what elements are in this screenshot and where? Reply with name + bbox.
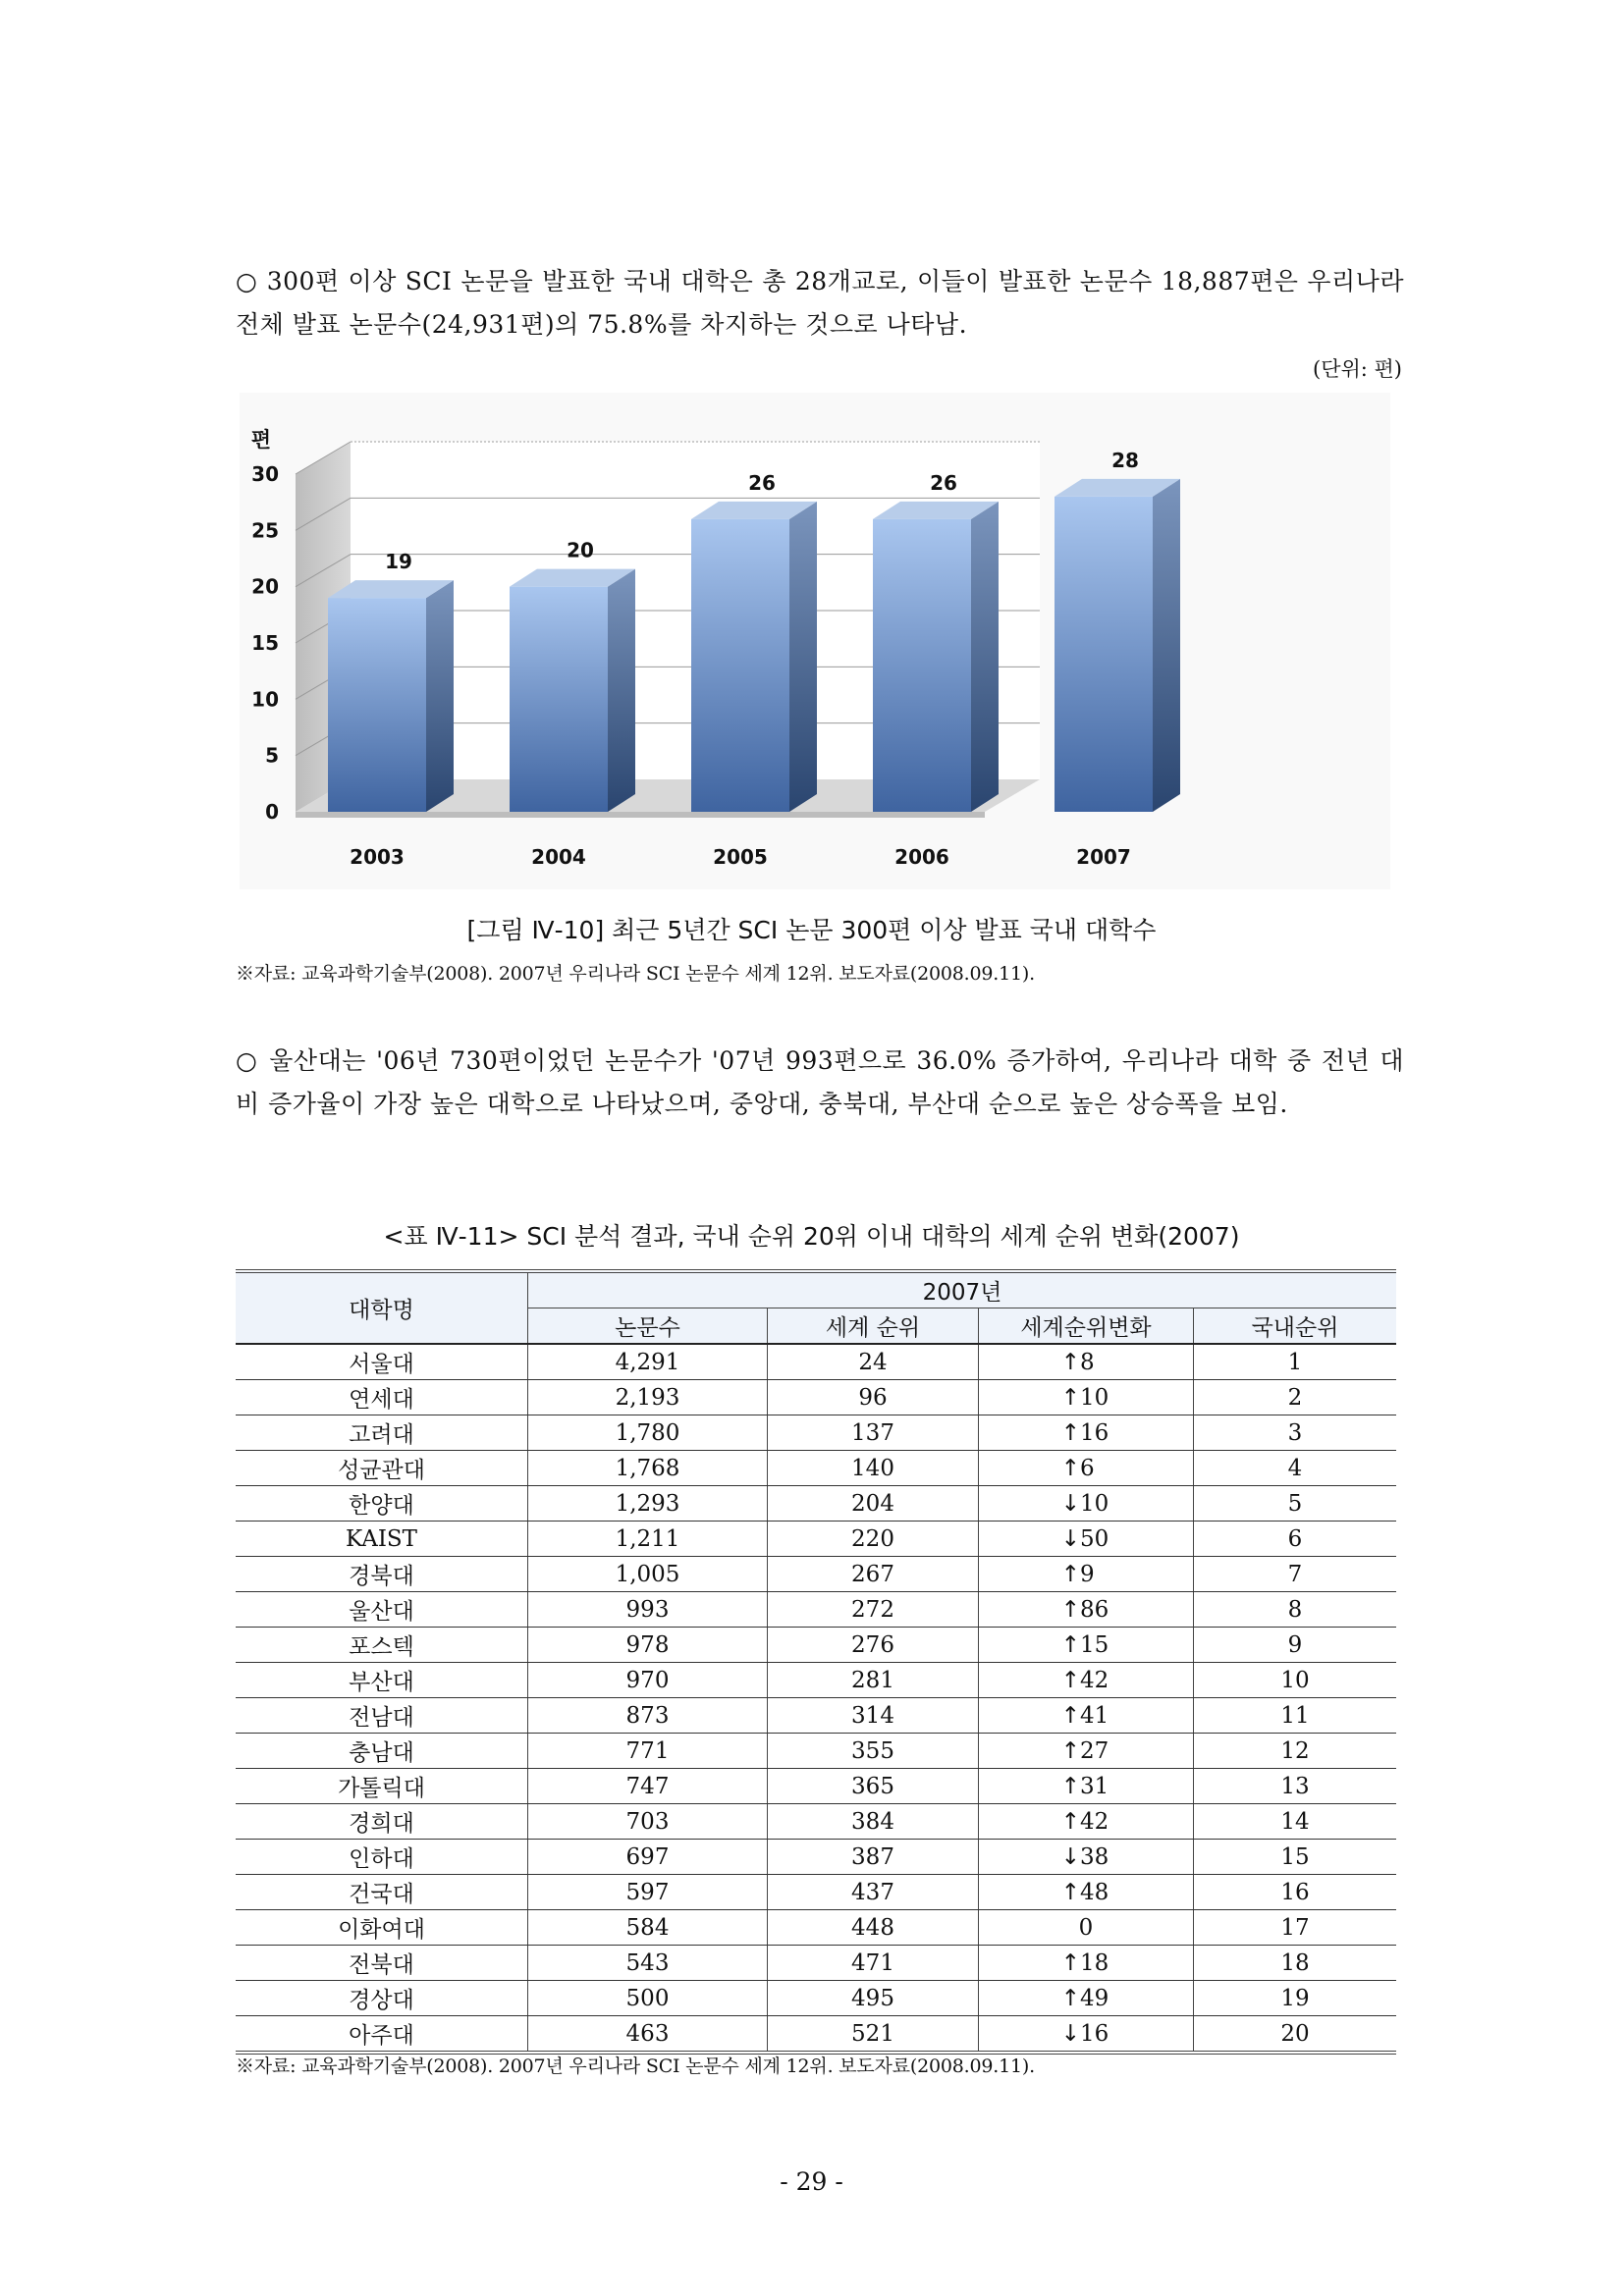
- cell-rank-change: [979, 1840, 1194, 1875]
- cell-university: 아주대: [236, 2016, 528, 2054]
- table-row: [236, 1840, 1396, 1875]
- arrow-up-icon: ↑: [1060, 1702, 1080, 1729]
- cell-papers: 1,005: [528, 1557, 768, 1592]
- cell-domestic-rank: 20: [1194, 2016, 1397, 2054]
- cell-domestic-rank: 17: [1194, 1910, 1397, 1946]
- cell-domestic-rank: 2: [1194, 1380, 1397, 1415]
- y-tick-label: 5: [265, 743, 279, 768]
- cell-domestic-rank: 8: [1194, 1592, 1397, 1628]
- y-tick-label: 0: [265, 800, 279, 824]
- bar: [510, 587, 608, 812]
- data-label: 20: [567, 538, 594, 562]
- rank-change-value: 8: [1080, 1349, 1095, 1375]
- x-tick-label: 2004: [531, 845, 586, 869]
- cell-domestic-rank: 3: [1194, 1415, 1397, 1451]
- table-row: [236, 1910, 1396, 1946]
- cell-papers: 584: [528, 1910, 768, 1946]
- cell-world-rank: 314: [768, 1698, 979, 1734]
- cell-university: 인하대: [236, 1840, 528, 1875]
- arrow-down-icon: ↓: [1060, 1525, 1080, 1552]
- figure-source: ※자료: 교육과학기술부(2008). 2007년 우리나라 SCI 논문수 세계 12위. 보도자료(2008.09.11).: [236, 963, 1035, 985]
- cell-papers: 1,780: [528, 1415, 768, 1451]
- x-tick-label: 2005: [713, 845, 768, 869]
- cell-rank-change: [979, 1628, 1194, 1663]
- cell-domestic-rank: 13: [1194, 1769, 1397, 1804]
- bar-chart-svg: [240, 393, 1390, 889]
- cell-university: 연세대: [236, 1380, 528, 1415]
- cell-papers: 970: [528, 1663, 768, 1698]
- cell-papers: 597: [528, 1875, 768, 1910]
- rank-change-value: 15: [1080, 1631, 1109, 1658]
- cell-rank-change: [979, 1380, 1194, 1415]
- y-axis-label: 편: [250, 428, 271, 452]
- cell-papers: 771: [528, 1734, 768, 1769]
- table-row: [236, 2016, 1396, 2054]
- x-tick-label: 2006: [894, 845, 949, 869]
- rank-change-value: 31: [1080, 1773, 1109, 1799]
- cell-university: 한양대: [236, 1486, 528, 1522]
- cell-world-rank: 365: [768, 1769, 979, 1804]
- cell-rank-change: [979, 1486, 1194, 1522]
- cell-university: 고려대: [236, 1415, 528, 1451]
- cell-rank-change: [979, 1663, 1194, 1698]
- cell-domestic-rank: 1: [1194, 1344, 1397, 1380]
- cell-university: KAIST: [236, 1522, 528, 1557]
- ulsan-paragraph: ○ 울산대는 '06년 730편이었던 논문수가 '07년 993편으로 36.0% 증가하여, 우리나라 대학 중 전년 대비 증가율이 가장 높은 대학으로 나타났으며, 중앙대, 충북대, 부산대 순으로 높은 상승폭을 보임.: [236, 1046, 1404, 1118]
- arrow-up-icon: ↑: [1060, 1808, 1080, 1835]
- table-row: [236, 1380, 1396, 1415]
- cell-world-rank: 137: [768, 1415, 979, 1451]
- rank-change-value: 38: [1080, 1843, 1109, 1870]
- cell-rank-change: [979, 1698, 1194, 1734]
- chart-floor-edge: [296, 812, 985, 818]
- table-row: [236, 1628, 1396, 1663]
- cell-domestic-rank: 15: [1194, 1840, 1397, 1875]
- page-number: - 29 -: [780, 2167, 843, 2196]
- cell-papers: 747: [528, 1769, 768, 1804]
- cell-domestic-rank: 9: [1194, 1628, 1397, 1663]
- cell-world-rank: 267: [768, 1557, 979, 1592]
- cell-domestic-rank: 7: [1194, 1557, 1397, 1592]
- bar: [328, 598, 426, 812]
- cell-papers: 873: [528, 1698, 768, 1734]
- cell-rank-change: [979, 1734, 1194, 1769]
- rank-change-value: 16: [1080, 2020, 1109, 2047]
- table-row: [236, 1981, 1396, 2016]
- bar: [1055, 497, 1153, 812]
- unit-label: (단위: 편): [1313, 357, 1402, 381]
- rank-change-value: 42: [1080, 1667, 1109, 1693]
- cell-papers: 4,291: [528, 1344, 768, 1380]
- cell-rank-change: [979, 1344, 1194, 1380]
- sci-ranking-table: [236, 1269, 1396, 2055]
- table-row: [236, 1486, 1396, 1522]
- cell-world-rank: 24: [768, 1344, 979, 1380]
- cell-rank-change: [979, 1415, 1194, 1451]
- table-row: [236, 1663, 1396, 1698]
- cell-world-rank: 387: [768, 1840, 979, 1875]
- cell-university: 경희대: [236, 1804, 528, 1840]
- cell-domestic-rank: 19: [1194, 1981, 1397, 2016]
- cell-papers: 1,293: [528, 1486, 768, 1522]
- cell-world-rank: 471: [768, 1946, 979, 1981]
- header-rank-change: 세계순위변화: [979, 1308, 1194, 1345]
- cell-university: 서울대: [236, 1344, 528, 1380]
- cell-rank-change: [979, 1522, 1194, 1557]
- data-label: 19: [385, 550, 412, 574]
- cell-papers: 978: [528, 1628, 768, 1663]
- cell-domestic-rank: 18: [1194, 1946, 1397, 1981]
- cell-university: 이화여대: [236, 1910, 528, 1946]
- cell-rank-change: [979, 1910, 1194, 1946]
- arrow-up-icon: ↑: [1060, 1879, 1080, 1905]
- header-world-rank: 세계 순위: [768, 1308, 979, 1345]
- arrow-down-icon: ↓: [1060, 2020, 1080, 2047]
- y-tick-label: 25: [251, 518, 279, 543]
- figure-caption: [그림 Ⅳ-10] 최근 5년간 SCI 논문 300편 이상 발표 국내 대학수: [466, 916, 1157, 944]
- cell-papers: 463: [528, 2016, 768, 2054]
- cell-university: 전남대: [236, 1698, 528, 1734]
- cell-rank-change: [979, 1769, 1194, 1804]
- cell-rank-change: [979, 1946, 1194, 1981]
- arrow-up-icon: ↑: [1060, 1773, 1080, 1799]
- cell-domestic-rank: 4: [1194, 1451, 1397, 1486]
- bar: [873, 519, 971, 812]
- arrow-up-icon: ↑: [1060, 1737, 1080, 1764]
- table-row: [236, 1769, 1396, 1804]
- cell-university: 가톨릭대: [236, 1769, 528, 1804]
- cell-papers: 703: [528, 1804, 768, 1840]
- table-row: [236, 1451, 1396, 1486]
- cell-domestic-rank: 6: [1194, 1522, 1397, 1557]
- table-row: [236, 1875, 1396, 1910]
- cell-papers: 500: [528, 1981, 768, 2016]
- header-year: 2007년: [528, 1271, 1397, 1308]
- x-tick-label: 2007: [1076, 845, 1131, 869]
- cell-rank-change: [979, 1804, 1194, 1840]
- rank-change-value: 10: [1080, 1384, 1109, 1411]
- rank-change-value: 27: [1080, 1737, 1109, 1764]
- cell-papers: 2,193: [528, 1380, 768, 1415]
- cell-papers: 1,211: [528, 1522, 768, 1557]
- cell-university: 울산대: [236, 1592, 528, 1628]
- cell-world-rank: 220: [768, 1522, 979, 1557]
- rank-change-value: 16: [1080, 1419, 1109, 1446]
- table-row: [236, 1557, 1396, 1592]
- x-tick-label: 2003: [350, 845, 405, 869]
- table-row: [236, 1592, 1396, 1628]
- rank-change-value: 49: [1080, 1985, 1109, 2011]
- table-row: [236, 1344, 1396, 1380]
- cell-world-rank: 495: [768, 1981, 979, 2016]
- arrow-up-icon: ↑: [1060, 1419, 1080, 1446]
- arrow-up-icon: ↑: [1060, 1631, 1080, 1658]
- cell-university: 건국대: [236, 1875, 528, 1910]
- cell-papers: 993: [528, 1592, 768, 1628]
- cell-world-rank: 204: [768, 1486, 979, 1522]
- cell-world-rank: 272: [768, 1592, 979, 1628]
- rank-change-value: 6: [1080, 1455, 1095, 1481]
- cell-domestic-rank: 16: [1194, 1875, 1397, 1910]
- cell-university: 포스텍: [236, 1628, 528, 1663]
- intro-paragraph: ○ 300편 이상 SCI 논문을 발표한 국내 대학은 총 28개교로, 이들이 발표한 논문수 18,887편은 우리나라 전체 발표 논문수(24,931편)의 75.8%를 차지하는 것으로 나타남.: [236, 267, 1404, 339]
- bar-side: [789, 502, 817, 812]
- header-university: 대학명: [236, 1271, 528, 1344]
- rank-change-value: 50: [1080, 1525, 1109, 1552]
- arrow-down-icon: ↓: [1060, 1843, 1080, 1870]
- bar-side: [608, 569, 635, 812]
- cell-rank-change: [979, 1592, 1194, 1628]
- cell-domestic-rank: 10: [1194, 1663, 1397, 1698]
- cell-rank-change: [979, 1875, 1194, 1910]
- cell-rank-change: [979, 1451, 1194, 1486]
- bar-side: [426, 580, 454, 812]
- table-row: [236, 1946, 1396, 1981]
- y-tick-label: 15: [251, 631, 279, 655]
- cell-rank-change: [979, 1981, 1194, 2016]
- cell-papers: 1,768: [528, 1451, 768, 1486]
- rank-change-value: 42: [1080, 1808, 1109, 1835]
- table-row: [236, 1698, 1396, 1734]
- table-row: [236, 1734, 1396, 1769]
- cell-rank-change: [979, 1557, 1194, 1592]
- data-label: 26: [930, 470, 957, 495]
- y-tick-label: 20: [251, 574, 279, 599]
- cell-world-rank: 355: [768, 1734, 979, 1769]
- rank-change-value: 86: [1080, 1596, 1109, 1623]
- arrow-up-icon: ↑: [1060, 1384, 1080, 1411]
- y-tick-label: 10: [251, 687, 279, 712]
- arrow-up-icon: ↑: [1060, 1667, 1080, 1693]
- cell-world-rank: 96: [768, 1380, 979, 1415]
- cell-papers: 697: [528, 1840, 768, 1875]
- table-caption: <표 Ⅳ-11> SCI 분석 결과, 국내 순위 20위 이내 대학의 세계 순위 변화(2007): [383, 1222, 1240, 1251]
- rank-change-value: 18: [1080, 1949, 1109, 1976]
- header-papers: 논문수: [528, 1308, 768, 1345]
- arrow-up-icon: ↑: [1060, 1949, 1080, 1976]
- bar-side: [1153, 479, 1180, 812]
- arrow-up-icon: ↑: [1060, 1349, 1080, 1375]
- cell-world-rank: 437: [768, 1875, 979, 1910]
- bar-side: [971, 502, 999, 812]
- cell-university: 충남대: [236, 1734, 528, 1769]
- cell-university: 경북대: [236, 1557, 528, 1592]
- cell-papers: 543: [528, 1946, 768, 1981]
- table-row: [236, 1522, 1396, 1557]
- rank-change-value: 0: [1078, 1914, 1094, 1941]
- rank-change-value: 41: [1080, 1702, 1109, 1729]
- header-domestic-rank: 국내순위: [1194, 1308, 1397, 1345]
- arrow-up-icon: ↑: [1060, 1561, 1080, 1587]
- cell-rank-change: [979, 2016, 1194, 2054]
- rank-change-value: 48: [1080, 1879, 1109, 1905]
- bar-chart: [240, 393, 1390, 889]
- arrow-up-icon: ↑: [1060, 1985, 1080, 2011]
- cell-world-rank: 276: [768, 1628, 979, 1663]
- cell-world-rank: 140: [768, 1451, 979, 1486]
- table-source: ※자료: 교육과학기술부(2008). 2007년 우리나라 SCI 논문수 세계 12위. 보도자료(2008.09.11).: [236, 2056, 1035, 2077]
- cell-university: 부산대: [236, 1663, 528, 1698]
- cell-domestic-rank: 11: [1194, 1698, 1397, 1734]
- cell-university: 전북대: [236, 1946, 528, 1981]
- cell-university: 성균관대: [236, 1451, 528, 1486]
- table-row: [236, 1415, 1396, 1451]
- rank-change-value: 10: [1080, 1490, 1109, 1517]
- data-label: 26: [748, 470, 776, 495]
- cell-world-rank: 384: [768, 1804, 979, 1840]
- cell-university: 경상대: [236, 1981, 528, 2016]
- cell-domestic-rank: 14: [1194, 1804, 1397, 1840]
- y-tick-label: 30: [251, 462, 279, 486]
- data-label: 28: [1111, 448, 1139, 472]
- arrow-down-icon: ↓: [1060, 1490, 1080, 1517]
- cell-world-rank: 521: [768, 2016, 979, 2054]
- arrow-up-icon: ↑: [1060, 1596, 1080, 1623]
- table-row: [236, 1804, 1396, 1840]
- cell-world-rank: 448: [768, 1910, 979, 1946]
- rank-change-value: 9: [1080, 1561, 1095, 1587]
- bar: [691, 519, 789, 812]
- arrow-up-icon: ↑: [1060, 1455, 1080, 1481]
- cell-world-rank: 281: [768, 1663, 979, 1698]
- cell-domestic-rank: 5: [1194, 1486, 1397, 1522]
- cell-domestic-rank: 12: [1194, 1734, 1397, 1769]
